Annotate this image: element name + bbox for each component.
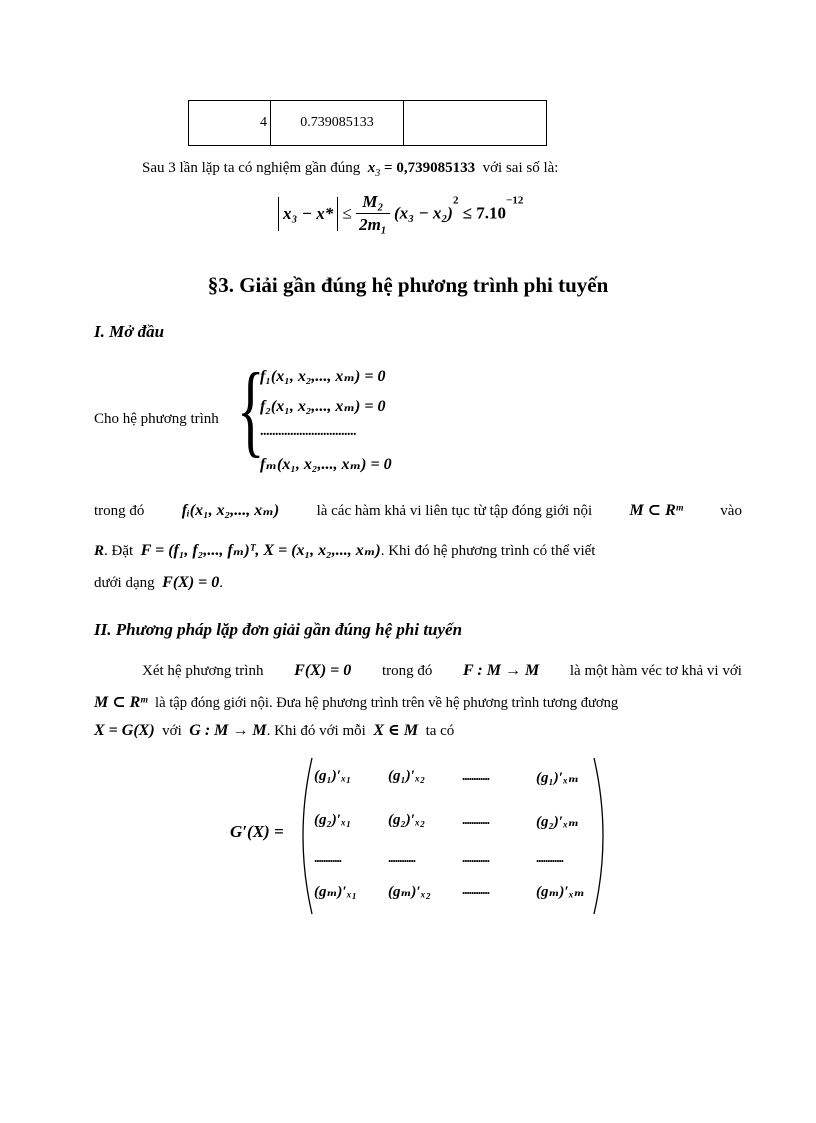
para2-t6: . Khi đó với mỗi <box>266 723 366 739</box>
matrix-cell-1-4: (g₁)′ₓₘ <box>536 770 579 786</box>
table-cell-index: 4 <box>189 101 271 146</box>
error-fraction-den: 2m₁ <box>359 215 387 234</box>
error-abs-term: x₃ − x* <box>278 197 338 231</box>
system-intro: Cho hệ phương trình <box>94 411 219 427</box>
table-cell-empty <box>404 101 547 146</box>
para2-t3: là một hàm véc tơ khả vi với <box>569 663 742 679</box>
para2-t4: là tập đóng giới nội. Đưa hệ phương trình trên về hệ phương trình tương đương <box>155 695 619 711</box>
system-eq1: f₁(x₁, x₂,..., xₘ) = 0 <box>260 368 386 385</box>
para2-Fmap: F : M → M <box>463 662 540 679</box>
para2-line1 <box>142 662 742 680</box>
para2-t2: trong đó <box>381 663 433 679</box>
para1-t5: . Khi đó hệ phương trình có thể viết <box>380 543 596 559</box>
table-cell-value: 0.739085133 <box>271 101 404 146</box>
matrix-cell-1-2: (g₁)′ₓ₂ <box>388 768 426 784</box>
result-x3-sub: 3 <box>375 168 381 179</box>
error-power: 2 <box>452 194 459 207</box>
iteration-table <box>188 100 547 146</box>
matrix-cell-1-1: (g₁)′ₓ₁ <box>314 768 352 784</box>
error-fraction-num: M₂ <box>356 192 390 214</box>
system-dots: ................................ <box>260 424 356 439</box>
matrix-cell-3-1: ............ <box>314 850 341 865</box>
para1-F: F = (f₁, f₂,..., fₘ)ᵀ, X = (x₁, x₂,..., xₘ) <box>140 542 381 559</box>
error-fraction <box>356 192 390 235</box>
jacobian-lhs: G′(X) = <box>230 822 284 841</box>
para2-t7: ta có <box>425 723 455 739</box>
para1-FX: F(X) = 0 <box>162 574 220 591</box>
matrix-cell-3-2: ............ <box>388 850 415 865</box>
system-eq2: f₂(x₁, x₂,..., xₘ) = 0 <box>260 398 386 415</box>
para1-t2: là các hàm khả vi liên tục từ tập đóng giới nội <box>316 503 593 519</box>
table-row <box>189 101 547 146</box>
para1-line3 <box>94 574 223 592</box>
error-exponent: −12 <box>506 194 524 207</box>
error-bound: ≤ 7.10 <box>462 203 507 223</box>
error-paren-term: (x₃ − x₂) <box>393 203 453 223</box>
para1-line2 <box>94 540 742 560</box>
error-le1: ≤ <box>342 203 352 223</box>
result-x3: x <box>367 160 376 176</box>
matrix-cell-4-3: ............ <box>462 882 489 897</box>
matrix-cell-1-3: ............ <box>462 768 489 783</box>
para2-M: M ⊂ Rᵐ <box>94 694 148 711</box>
para1-t3: vào <box>720 503 742 519</box>
result-line <box>142 160 558 179</box>
para2-FX: F(X) = 0 <box>294 662 352 679</box>
para2-t1: Xét hệ phương trình <box>142 663 264 679</box>
para1-R: R <box>94 543 105 559</box>
heading-intro: I. Mở đầu <box>94 322 165 341</box>
para2-Gmap: G : M → M <box>189 722 267 739</box>
matrix-cell-4-1: (gₘ)′ₓ₁ <box>314 884 357 900</box>
matrix-cell-2-2: (g₂)′ₓ₂ <box>388 812 426 828</box>
matrix-cell-2-3: ............ <box>462 812 489 827</box>
matrix-cell-4-4: (gₘ)′ₓₘ <box>536 884 585 900</box>
para1-t1: trong đó <box>94 503 145 519</box>
result-x3-value: = 0,739085133 <box>384 160 476 176</box>
matrix-cell-2-1: (g₂)′ₓ₁ <box>314 812 352 828</box>
matrix-cell-4-2: (gₘ)′ₓ₂ <box>388 884 431 900</box>
para2-line2 <box>94 692 742 712</box>
section-title: §3. Giải gần đúng hệ phương trình phi tuyến <box>207 273 609 297</box>
para1-t7: . <box>219 575 224 591</box>
left-brace-icon: { <box>237 352 265 467</box>
matrix-cell-3-4: ............ <box>536 850 563 865</box>
error-formula <box>278 192 523 235</box>
para2-t5: với <box>162 723 182 739</box>
para1-t4: . Đặt <box>104 543 134 559</box>
matrix-cell-2-4: (g₂)′ₓₘ <box>536 814 579 830</box>
result-text-after: với sai số là: <box>482 160 559 176</box>
para2-Xin: X ∈ M <box>373 722 419 739</box>
para2-line3 <box>94 720 454 740</box>
para1-line1 <box>94 500 742 520</box>
system-eqm: fₘ(x₁, x₂,..., xₘ) = 0 <box>260 456 392 473</box>
para1-t6: dưới dạng <box>94 575 155 591</box>
heading-method: II. Phương pháp lặp đơn giải gần đúng hệ phi tuyến <box>94 620 463 639</box>
para1-fi: fᵢ(x₁, x₂,..., xₘ) <box>181 502 280 519</box>
para2-XG: X = G(X) <box>94 722 155 739</box>
result-text-before: Sau 3 lần lặp ta có nghiệm gần đúng <box>142 160 361 176</box>
matrix-cell-3-3: ............ <box>462 850 489 865</box>
para1-M: M ⊂ Rᵐ <box>629 502 683 519</box>
